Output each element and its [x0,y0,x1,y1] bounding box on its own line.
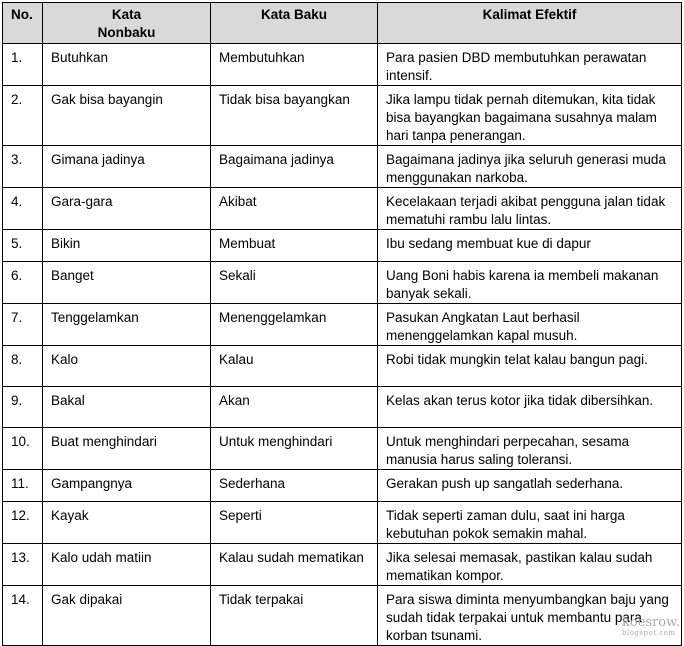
cell-kalimat: Uang Boni habis karena ia membeli makanan banyak sekali. [378,262,682,304]
cell-baku: Kalau sudah mematikan [211,544,378,586]
cell-baku: Kalau [211,346,378,387]
cell-no: 11. [3,470,43,502]
table-row [3,146,682,188]
cell-no: 2. [3,86,43,146]
cell-baku: Sekali [211,262,378,304]
header-no: No. [3,3,43,44]
header-kalimat: Kalimat Efektif [378,3,682,44]
cell-kalimat: Gerakan push up sangatlah sederhana. [378,470,682,502]
cell-no: 4. [3,188,43,230]
cell-nonbaku: Gak bisa bayangin [43,86,211,146]
cell-nonbaku: Bakal [43,387,211,428]
cell-no: 5. [3,230,43,262]
cell-baku: Membuat [211,230,378,262]
table-body [3,44,682,646]
table-row [3,262,682,304]
cell-no: 7. [3,304,43,346]
table-row [3,586,682,646]
table-row [3,387,682,428]
cell-nonbaku: Kalo udah matiin [43,544,211,586]
cell-baku: Akibat [211,188,378,230]
watermark-name: koesrow. [622,615,680,630]
watermark [622,616,680,637]
cell-nonbaku: Banget [43,262,211,304]
cell-nonbaku: Tenggelamkan [43,304,211,346]
cell-nonbaku: Kalo [43,346,211,387]
cell-kalimat: Untuk menghindari perpecahan, sesama manusia harus saling toleransi. [378,428,682,470]
cell-kalimat: Para siswa diminta menyumbangkan baju yang sudah tidak terpakai untuk membantu para korban tsunami. [378,586,682,646]
cell-kalimat: Kelas akan terus kotor jika tidak dibersihkan. [378,387,682,428]
cell-nonbaku: Butuhkan [43,44,211,86]
cell-kalimat: Para pasien DBD membutuhkan perawatan intensif. [378,44,682,86]
cell-nonbaku: Bikin [43,230,211,262]
table-row [3,428,682,470]
cell-baku: Membutuhkan [211,44,378,86]
cell-nonbaku: Kayak [43,502,211,544]
table-row [3,470,682,502]
table-row [3,188,682,230]
cell-kalimat: Pasukan Angkatan Laut berhasil menenggelamkan kapal musuh. [378,304,682,346]
cell-no: 10. [3,428,43,470]
header-nonbaku [43,3,211,44]
cell-no: 1. [3,44,43,86]
header-row [3,3,682,44]
cell-kalimat: Ibu sedang membuat kue di dapur [378,230,682,262]
cell-nonbaku: Gimana jadinya [43,146,211,188]
cell-no: 3. [3,146,43,188]
cell-kalimat: Jika lampu tidak pernah ditemukan, kita tidak bisa bayangkan bagaimana susahnya malam hari tanpa penerangan. [378,86,682,146]
cell-baku: Seperti [211,502,378,544]
cell-no: 8. [3,346,43,387]
cell-baku: Untuk menghindari [211,428,378,470]
cell-kalimat: Jika selesai memasak, pastikan kalau sudah mematikan kompor. [378,544,682,586]
cell-baku: Menenggelamkan [211,304,378,346]
table-row [3,230,682,262]
table-row [3,44,682,86]
table-row [3,544,682,586]
cell-baku: Tidak bisa bayangkan [211,86,378,146]
cell-nonbaku: Gampangnya [43,470,211,502]
table-row [3,304,682,346]
cell-nonbaku: Gara-gara [43,188,211,230]
watermark-domain: blogspot.com [622,629,676,637]
cell-no: 13. [3,544,43,586]
cell-baku: Bagaimana jadinya [211,146,378,188]
cell-kalimat: Kecelakaan terjadi akibat pengguna jalan tidak mematuhi rambu lalu lintas. [378,188,682,230]
table-row [3,502,682,544]
header-baku: Kata Baku [211,3,378,44]
cell-kalimat: Bagaimana jadinya jika seluruh generasi muda menggunakan narkoba. [378,146,682,188]
header-nonbaku-line1: Kata [111,7,142,22]
header-nonbaku-line2: Nonbaku [97,25,156,40]
cell-baku: Akan [211,387,378,428]
cell-no: 14. [3,586,43,646]
cell-kalimat: Tidak seperti zaman dulu, saat ini harga kebutuhan pokok semakin mahal. [378,502,682,544]
cell-no: 12. [3,502,43,544]
cell-no: 9. [3,387,43,428]
cell-kalimat: Robi tidak mungkin telat kalau bangun pagi. [378,346,682,387]
cell-nonbaku: Gak dipakai [43,586,211,646]
cell-baku: Sederhana [211,470,378,502]
cell-no: 6. [3,262,43,304]
table-row [3,346,682,387]
cell-baku: Tidak terpakai [211,586,378,646]
cell-nonbaku: Buat menghindari [43,428,211,470]
word-table [2,2,682,646]
table-row [3,86,682,146]
